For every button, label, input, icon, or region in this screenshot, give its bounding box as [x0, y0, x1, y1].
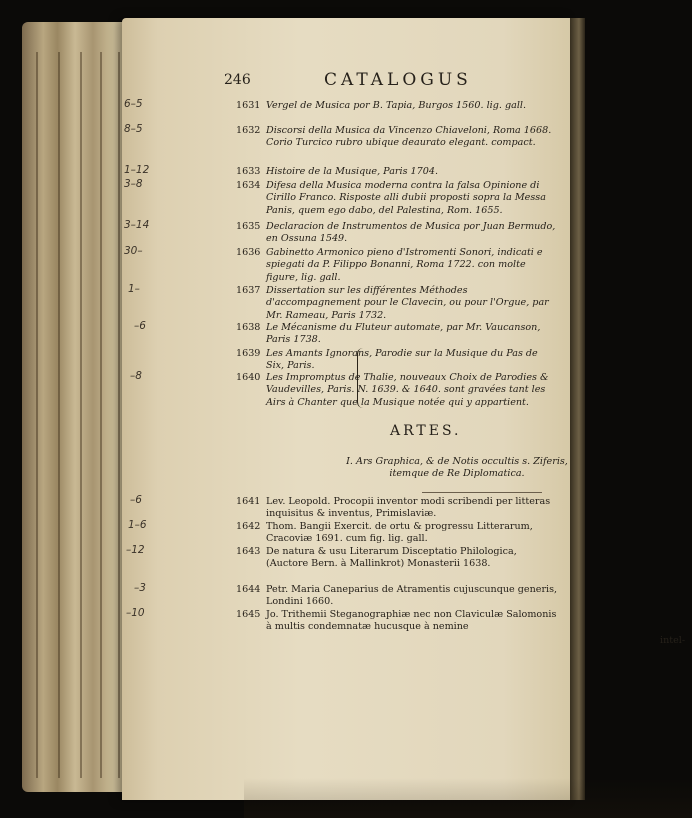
catalogue-entry: 1641 Lev. Leopold. Procopii inventor modi scribendi per litteras inquisitus & inventus, Primislaviæ. — [236, 496, 551, 520]
page-edge — [118, 52, 120, 778]
handwritten-price: 1– — [128, 283, 140, 295]
catalogue-entry: 1645 Jo. Trithemii Steganographiæ nec non Claviculæ Salomonis à multis condemnatæ hucusque à nemine — [236, 609, 557, 633]
catalogue-entry: 1644 Petr. Maria Caneparius de Atramentis cujuscunque generis, Londini 1660. — [236, 584, 558, 608]
handwritten-price: –8 — [130, 370, 142, 382]
catalogue-entry: 1635 Declaracion de Instrumentos de Musica por Juan Bermudo, en Ossuna 1549. — [236, 221, 556, 245]
handwritten-price: 1–12 — [124, 164, 150, 176]
page-shadow — [244, 778, 692, 818]
section-subtitle: I. Ars Graphica, & de Notis occultis s. Ziferis, itemque de Re Diplomatica. — [346, 456, 568, 480]
catalogue-page — [122, 18, 686, 800]
handwritten-price: –6 — [130, 494, 142, 506]
catalogue-entry: 1640 Les Impromptus de Thalie, nouveaux Choix de Parodies & Vaudevilles, Paris. N. 1639. & 1640. sont gravées tant les Airs à Chanter que la Musique notée qui y appartient. — [236, 372, 549, 408]
handwritten-price: 8–5 — [124, 123, 143, 135]
catalogue-entry: 1634 Difesa della Musica moderna contra la falsa Opinione di Cirillo Franco. Risposte alli dubii proposti sopra la Messa Panis, quem ego dabo, del Palestina, Rom. 1655. — [236, 180, 546, 216]
catalogue-entry: 1637 Dissertation sur les différentes Méthodes d'accompagnement pour le Clavecin, ou pour l'Orgue, par Mr. Rameau, Paris 1732. — [236, 285, 549, 321]
catalogue-entry: 1632 Discorsi della Musica da Vincenzo Chiaveloni, Roma 1668. Corio Turcico rubro ubique deaurato elegant. compact. — [236, 125, 552, 149]
catalogue-entry: 1638 Le Mécanisme du Fluteur automate, par Mr. Vaucanson, Paris 1738. — [236, 322, 541, 346]
handwritten-price: 1–6 — [128, 519, 147, 531]
catalogue-entry: 1636 Gabinetto Armonico pieno d'Istromenti Sonori, indicati e spiegati da P. Filippo Bonanni, Roma 1722. con molte figure, lig. gall. — [236, 247, 543, 283]
handwritten-price: 3–14 — [124, 219, 150, 231]
catalogue-entry: 1639 Les Amants Ignorans, Parodie sur la Musique du Pas de Six, Paris. — [236, 348, 538, 372]
handwritten-price: 6–5 — [124, 98, 143, 110]
page-number: 246 — [224, 72, 251, 88]
handwritten-price: 30– — [124, 245, 143, 257]
catalogue-entry: 1643 De natura & usu Literarum Disceptatio Philologica, (Auctore Bern. à Mallinkrot) Monasterii 1638. — [236, 546, 517, 570]
handwritten-price: –12 — [126, 544, 145, 556]
catchword: intel- — [660, 635, 686, 646]
page-edge — [58, 52, 60, 778]
handwritten-price: –3 — [134, 582, 146, 594]
page-text — [122, 18, 686, 800]
catalogue-entry: 1633 Histoire de la Musique, Paris 1704. — [236, 166, 439, 177]
section-rule — [422, 492, 542, 493]
handwritten-price: –10 — [126, 607, 145, 619]
catalogue-entry: 1642 Thom. Bangii Exercit. de ortu & progressu Litterarum, Cracoviæ 1691. cum fig. lig. gall. — [236, 521, 533, 545]
handwritten-price: –6 — [134, 320, 146, 332]
handwritten-price: 3–8 — [124, 178, 143, 190]
catalogue-entry: 1631 Vergel de Musica por B. Tapia, Burgos 1560. lig. gall. — [236, 100, 526, 111]
page-edge — [36, 52, 38, 778]
page-edge — [100, 52, 102, 778]
page-title: CATALOGUS — [324, 70, 472, 90]
section-title: ARTES. — [390, 423, 462, 439]
facing-page-edge — [570, 18, 585, 800]
page-edge — [80, 52, 82, 778]
